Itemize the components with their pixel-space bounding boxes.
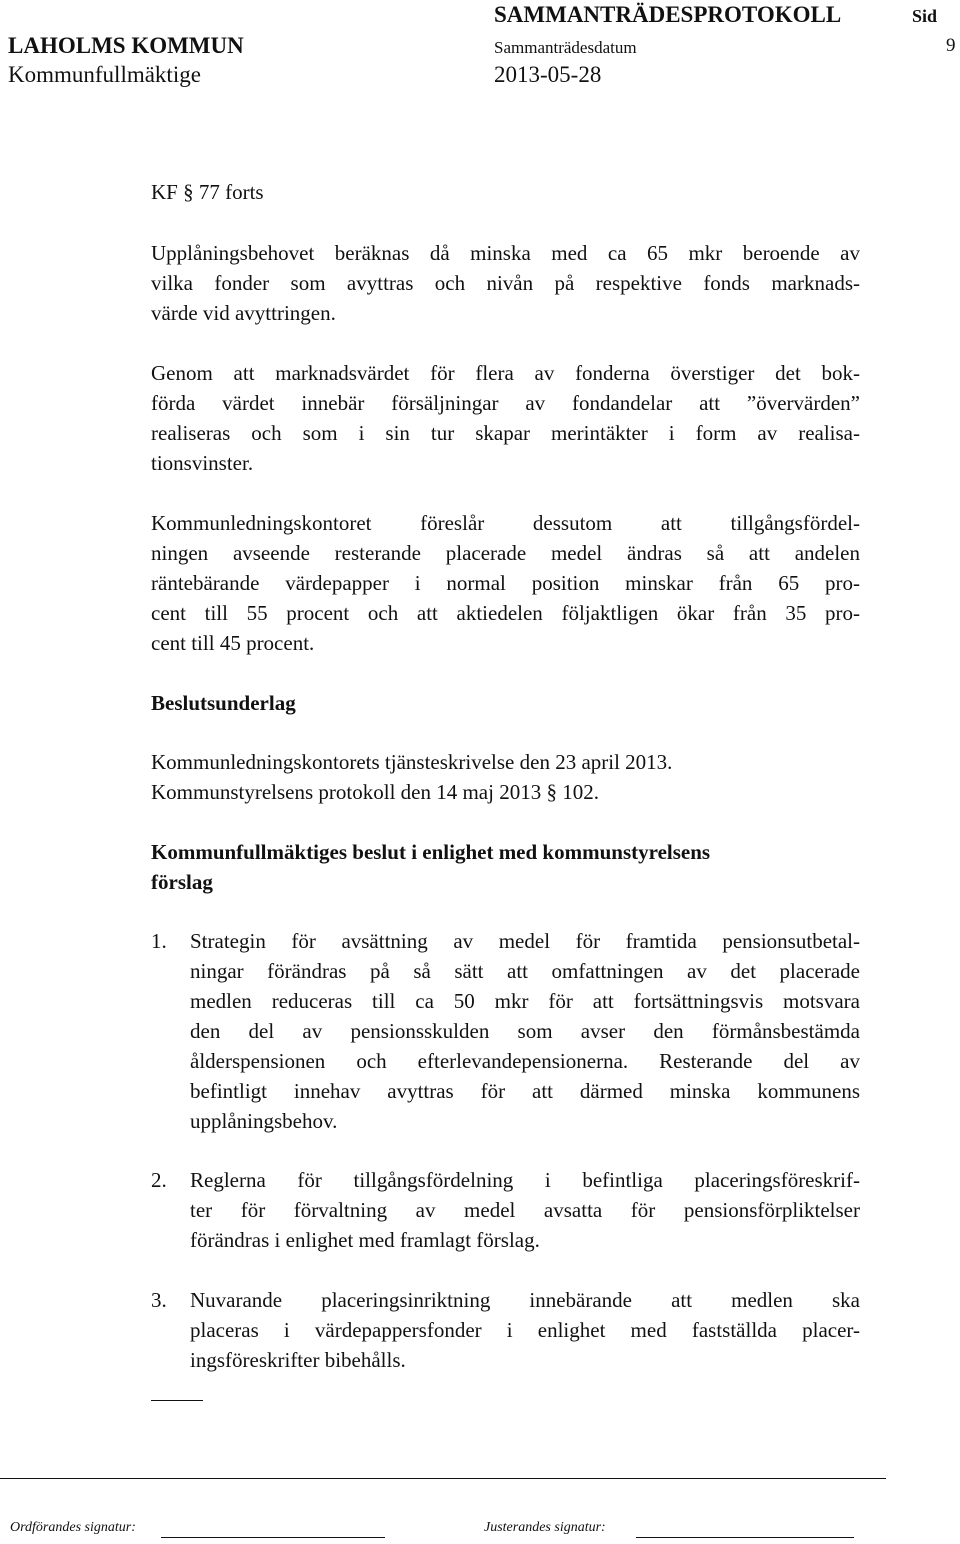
- chair-signature-line[interactable]: [161, 1537, 385, 1538]
- paragraph-line: tionsvinster.: [151, 451, 254, 475]
- item-line: Nuvarande placeringsinriktning innebärande att medlen ska: [190, 1288, 860, 1312]
- paragraph-line: räntebärande värdepapper i normal position minskar från 65 pro-: [151, 571, 860, 595]
- item-line: medlen reduceras till ca 50 mkr för att fortsättningsvis motsvara: [190, 989, 860, 1013]
- paragraph-line: förda värdet innebär försäljningar av fondandelar att ”övervärden”: [151, 391, 860, 415]
- paragraph-line: värde vid avyttringen.: [151, 301, 336, 325]
- paragraph-line: Kommunledningskontoret föreslår dessutom att tillgångsfördel-: [151, 511, 860, 535]
- item-line: Reglerna för tillgångsfördelning i befintliga placeringsföreskrif-: [190, 1168, 860, 1192]
- item-line: ingsföreskrifter bibehålls.: [190, 1348, 406, 1372]
- paragraph-line: Upplåningsbehovet beräknas då minska med ca 65 mkr beroende av: [151, 241, 860, 265]
- paragraph-asset-allocation: [151, 508, 860, 658]
- item-line: befintligt innehav avyttras för att därmed minska kommunens: [190, 1079, 860, 1103]
- beslutsunderlag-heading: Beslutsunderlag: [151, 691, 296, 715]
- footer-divider: [0, 1478, 886, 1479]
- decision-heading-line-2: förslag: [151, 870, 213, 894]
- paragraph-line: Genom att marknadsvärdet för flera av fonderna överstiger det bok-: [151, 361, 860, 385]
- beslutsunderlag-list: [151, 747, 860, 807]
- municipality-name: LAHOLMS KOMMUN: [8, 33, 244, 58]
- item-line: ter för förvaltning av medel avsatta för pensionsförpliktelser: [190, 1198, 860, 1222]
- item-line: ålderspensionen och efterlevandepensionerna. Resterande del av: [190, 1049, 860, 1073]
- adjuster-signature-line[interactable]: [636, 1537, 854, 1538]
- basis-document-line: Kommunstyrelsens protokoll den 14 maj 2013 § 102.: [151, 780, 599, 804]
- sid-label: Sid: [912, 6, 938, 26]
- paragraph-line: ningen avseende resterande placerade medel ändras så att andelen: [151, 541, 860, 565]
- section-reference: KF § 77 forts: [151, 180, 264, 204]
- basis-document-line: Kommunledningskontorets tjänsteskrivelse den 23 april 2013.: [151, 750, 673, 774]
- paragraph-line: realiseras och som i sin tur skapar merintäkter i form av realisa-: [151, 421, 860, 445]
- item-number: 1.: [151, 929, 167, 953]
- end-of-section-rule: [151, 1400, 203, 1401]
- item-line: ningar förändras på så sätt att omfattningen av det placerade: [190, 959, 860, 983]
- meeting-date-label: Sammanträdesdatum: [494, 38, 637, 57]
- page-number: 9: [946, 35, 956, 56]
- item-number: 3.: [151, 1288, 167, 1312]
- paragraph-line: cent till 45 procent.: [151, 631, 315, 655]
- paragraph-line: vilka fonder som avyttras och nivån på respektive fonds marknads-: [151, 271, 860, 295]
- meeting-date: 2013-05-28: [494, 62, 602, 87]
- item-number: 2.: [151, 1168, 167, 1192]
- paragraph-market-value: [151, 358, 860, 478]
- decision-heading-line-1: Kommunfullmäktiges beslut i enlighet med kommunstyrelsens: [151, 840, 711, 864]
- paragraph-line: cent till 55 procent och att aktiedelen följaktligen ökar från 35 pro-: [151, 601, 860, 625]
- item-line: placeras i värdepappersfonder i enlighet med fastställda placer-: [190, 1318, 860, 1342]
- item-line: den del av pensionsskulden som avser den förmånsbestämda: [190, 1019, 860, 1043]
- item-line: förändras i enlighet med framlagt förslag.: [190, 1228, 540, 1252]
- chair-signature-label: Ordförandes signatur:: [10, 1520, 136, 1535]
- governing-body: Kommunfullmäktige: [8, 62, 201, 87]
- protocol-title: SAMMANTRÄDESPROTOKOLL: [494, 2, 842, 27]
- item-line: upplåningsbehov.: [190, 1109, 338, 1133]
- paragraph-borrowing-need: [151, 238, 860, 328]
- item-line: Strategin för avsättning av medel för framtida pensionsutbetal-: [190, 929, 860, 953]
- adjuster-signature-label: Justerandes signatur:: [484, 1520, 606, 1535]
